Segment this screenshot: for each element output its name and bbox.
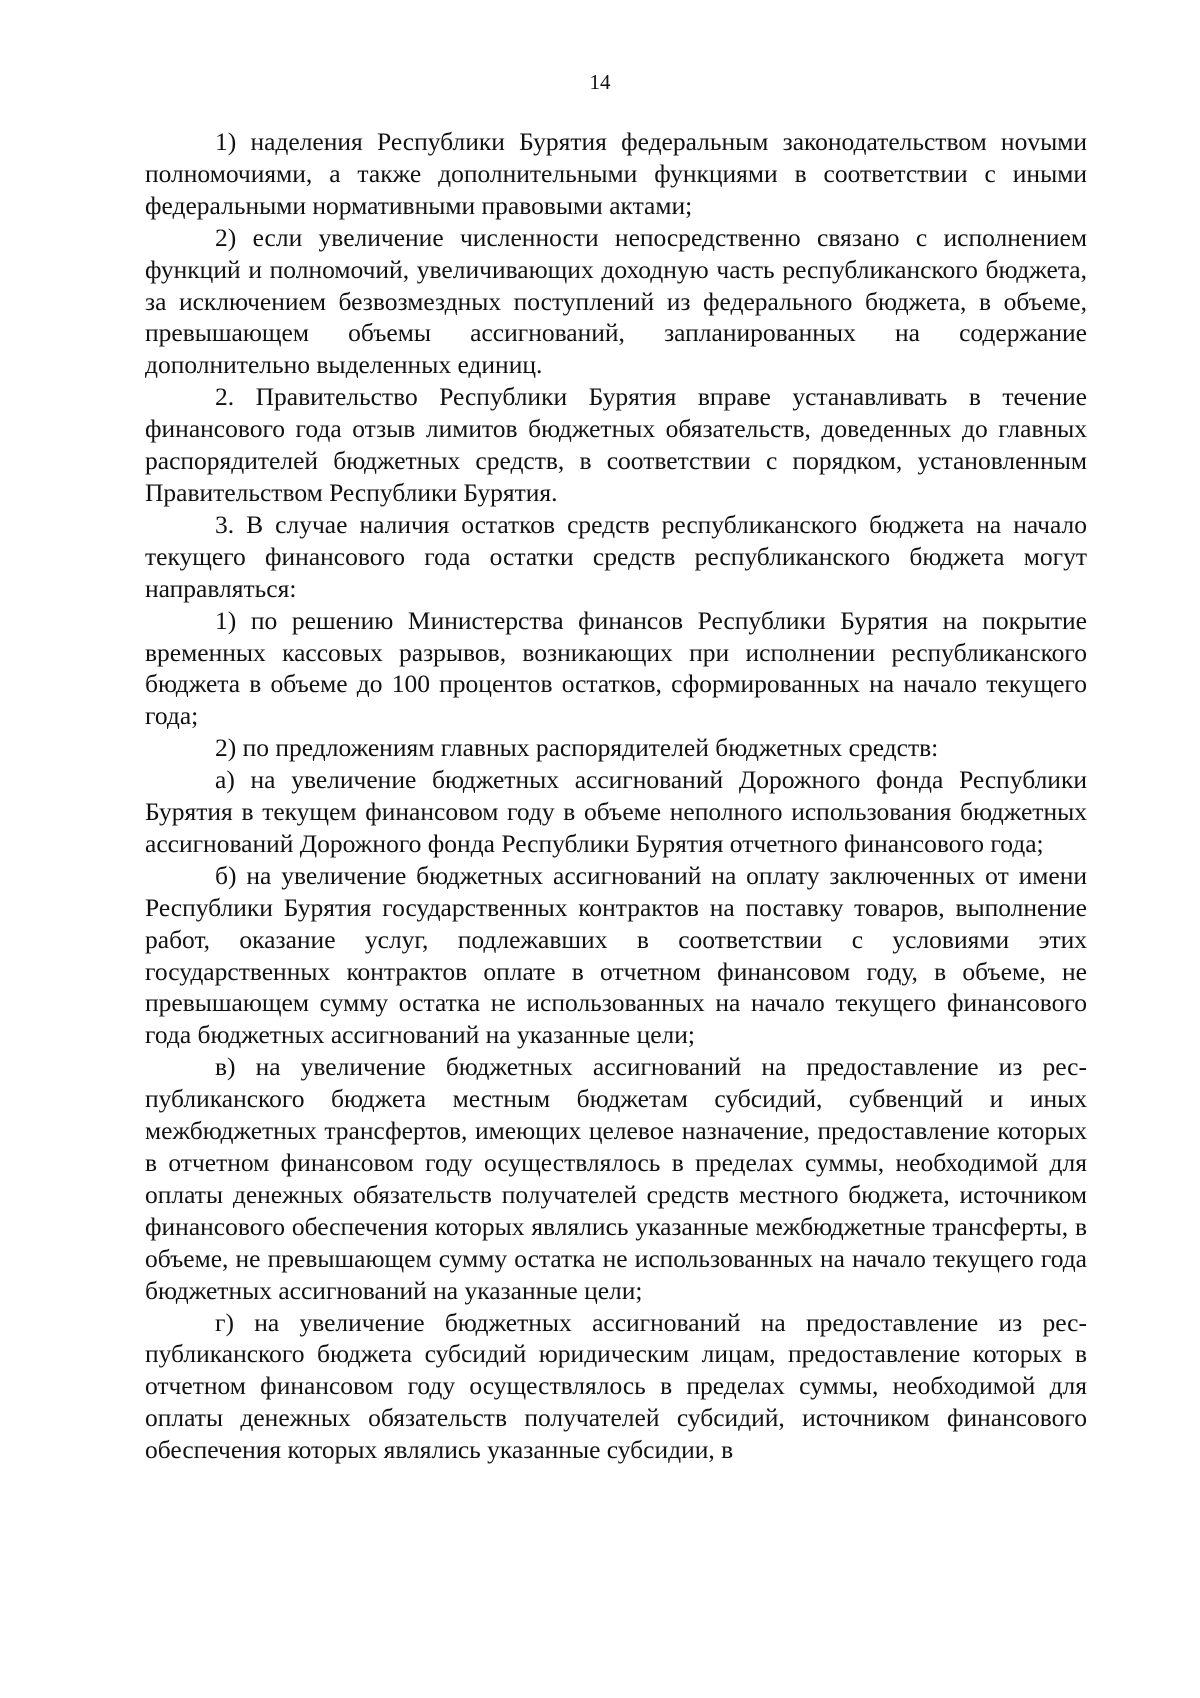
document-body [145,126,1087,1466]
paragraph-3: 2. Правительство Республики Бурятия вправе устанавливать в течение финансового года отзыв лимитов бюджетных обязательств, доведенных до главных распорядителей бюджетных средств, в соответствии с порядком, установленным Правительством Республики Бурятия. [145,382,1087,507]
paragraph-5: 1) по решению Министерства финансов Республики Бурятия на покрытие временных кассовых разрывов, возникающих при исполнении республиканского бюджета в объеме до 100 процентов остатков, сформированных на начало текущего года; [145,605,1087,731]
paragraph-7: а) на увеличение бюджетных ассигнований Дорожного фонда Республики Бурятия в текущем финансовом году в объеме неполного использования бюджетных ассигнований Дорожного фонда Республики Бурятия отчетного финансового года; [145,765,1087,858]
paragraph-6: 2) по предложениям главных распорядителей бюджетных средств: [215,733,939,763]
paragraph-4: 3. В случае наличия остатков средств республиканского бюджета на начало текущего финансового года остатки средств республиканского бюджета могут направляться: [145,509,1087,603]
paragraph-1: 1) наделения Республики Бурятия федеральным законодательством ноvыми полномочиями, а также дополнительными функциями в соответствии с иными федеральными нормативными правовыми актами; [145,127,1087,220]
paragraph-9: в) на увеличение бюджетных ассигнований на предоставление из республиканского бюджета местным бюджетам субсидий, субвенций и иных межбюджетных трансфертов, имеющих целевое назначение, предоставление которых в отчетном финансовом году осуществлялось в пределах суммы, необходимой для оплаты денежных обязательств получателей средств местного бюджета, источником финансового обеспечения которых являлись указанные межбюджетные трансферты, в объеме, не превышающем сумму остатка не использованных на начало текущего года бюджетных ассигнований на указанные цели; [145,1052,1087,1305]
paragraph-10: г) на увеличение бюджетных ассигнований на предоставление из республиканского бюджета субсидий юридическим лицам, предоставление которых в отчетном финансовом году осуществлялось в пределах суммы, необходимой для оплаты денежных обязательств получателей субсидий, источником финансового обеспечения которых являлись указанные субсидии, в [145,1307,1087,1465]
page-number: 14 [589,70,611,94]
paragraph-2: 2) если увеличение численности непосредственно связано с исполнением функций и полномочий, увеличивающих доходную часть республиканского бюджета, за исключением безвозмездных поступлений из федерального бюджета, в объеме, превышающем объемы ассигнований, запланированных на содержание дополнительно выделенных единиц. [145,222,1087,380]
paragraph-8: б) на увеличение бюджетных ассигнований на оплату заключенных от имени Республики Бурятия государственных контрактов на поставку товаров, выполнение работ, оказание услуг, подлежавших в соответствии с условиями этих государственных контрактов оплате в отчетном финансовом году, в объеме, не превышающем сумму остатка не использованных на начало текущего финансового года бюджетных ассигнований на указанные цели; [145,860,1087,1050]
